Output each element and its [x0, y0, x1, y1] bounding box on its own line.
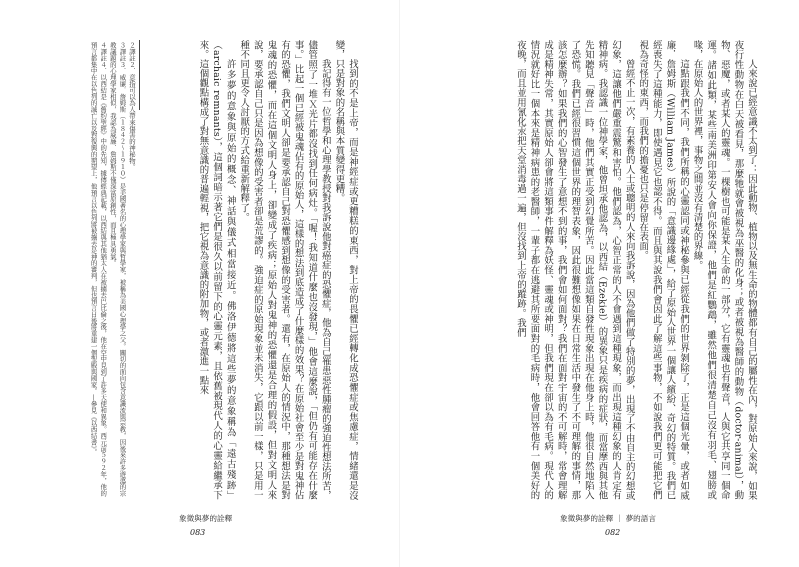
body-paragraph: 找到的不是上帝，而是神經症或更糟糕的東西，對上帝的畏懼已經轉化成恐懼症或焦慮症，情緒還是沒變，只是對象的名稱與本質變得更糟。	[333, 40, 358, 500]
footnote: ３譯註３．威廉．詹姆斯（１８４２～１９１０）是美國著名的心理學家與哲學家，被稱為美國心理學之父。關切的面向包含意識流與宗教，因後來許多遊蕩的宗教議題的心理學家相似，我認為威廉．詹姆斯不僅深富原創性，而且極具勇氣。	[108, 42, 127, 497]
left-page-body	[146, 40, 359, 500]
body-paragraph: 許多夢的意象與原始的概念、神話與儀式相當接近。佛洛伊德將這些夢的意象稱為「遠古殘跡」（archaic remnants），這個詞暗示著它們是很久以前留下的心靈元素，且依舊被現代人的心靈給繼承下來。這個觀點構成了對無意識的普遍輕視，把它視為意識的附加物，或者激進一點來	[197, 40, 236, 500]
body-paragraph: 我記得有一位哲學和心理學教授對我訴說他對癌症的恐懼症，他為自己罹患惡性腫瘤的強迫性想法所苦，儘管照了一堆Ｘ光片都沒找到任何病灶。「喔！我知道什麼也沒發現，」他會這麼說，「但仍有可能存在什麼事。」比起一個已經被鬼魂佔有的原始人，這樣的想法到底造成了什麼樣的效果？在原始社會至少是對鬼神佔有的恐懼，我們文明人卻是要承認自己對恐懼感到想像的受害者。還有，在原始人的情況中，那種想法是對鬼魂的恐懼，而在這個文明人身上，卻變成了疾病；原始人對鬼神的恐懼還是合理的假設，但對文明人來說，要承認自己只是因為想像的受害者卻是荒謬的。強迫症的原始現象並未消失，它跟以前一樣，只是用一種不同且更令人討厭的方式給重新解釋了。	[238, 40, 331, 500]
page-number: 083	[190, 528, 206, 537]
page-number: 082	[605, 528, 621, 537]
running-footer-title: 象徵與夢的詮釋	[179, 514, 233, 523]
left-page	[0, 0, 399, 567]
footnote-rule	[139, 40, 140, 110]
footnote: ２譯註２．意指可以為人帶來傷害的神秘物。	[128, 42, 136, 170]
body-paragraph: 曾經不止一次，有素養的人士或聰明的人來向我訴說，因為他們做了特別的夢，出現了不由自主的幻想或幻象，這讓他們嚴重震驚和害怕。他們認為，心智正常的人不會遇到這種現象，而出現這種幻象的人肯定有精神病。我認識一位神學家，他曾坦承他認為，以西結（Ezekiel）的異象只是疾病的症狀，而當摩西與其他先知聽見「聲音」時，他們其實正受到幻覺所苦。因此當這類自發性現象出現在他身上時，他很自然地陷入了恐慌。我們已經很習慣這個世界的理智表象，因此很難想像如果在日常生活中發生了不可理解的事情，那該怎麼辦？如果我們的心智發生了意想不到的事，我們會如何面對？我們在面對宇宙的不可解時，常會理解成是精神失常，其實原始人卻會將這類事件解釋為妖怪、靈魂或神明，但我們現在卻以為有毛病。現代人的情況就好比一個本來是精神病患的老醫師，一輩子都在逃避其所要面對的毛病時，他會回答他有一個美好的夜晚，而且並用氰化汞把天堂消毒過一遍，但沒找到上帝的蹤跡。我們	[514, 40, 635, 500]
body-paragraph: 這點跟我們不同，我們所稱的心靈認同或神秘參與已經從我們的世界剝除了，正是這個光暈，或者如威廉．詹姆斯（William James）所說的「意識邊緣處」，給了原始人世界一個讓人繽紛、奇幻的特質。我們已經喪失了這種能力，即使遇見它也認不得。而且與其說我們會因此了解這些事物，不如說我們更可能把它們視為奇怪的東西，而我們的擔憂也只是停留在表面。	[637, 40, 690, 500]
body-paragraph: 人來說已經意識不太到了：因此動物、植物以及無生命的物體都有自己的屬性在內，對原始人來說，如果夜行性動物在白天被看見，那麼牠就會被視為巫醫的化身；或者被視為醫師的動物（doctor-animal），動物、惡魔，或者某人的靈魂。一棵樹也可能是某人生命的一部分，它有靈魂也有聲音，人與它共享同一個命運。諸如此類，某些南美洲印第安人會向你保證，他們是紅鸚鵡，雖然他們很清楚自己沒有羽毛、翅膀或喙，在原始人的世界裡，事物之間並沒有清楚的界線。	[691, 40, 757, 500]
left-page-footnotes	[58, 42, 136, 502]
footnote: ４譯註４．以西結是《舊約聖經》中的先知，據傳經典記載，以西結與其他猶太人在被擄去巴比倫之後，他在空中見到了許多天使和異象。西元前５９２年，他的預言都集中在以色列的滅亡以及對復興的期望上，他預言以色列將被擄去是神的審判，但也預言日後將重建一個聖殿與國家。—參見《以西結書》。	[89, 42, 108, 497]
right-page	[400, 0, 799, 567]
running-footer-title: 象徵與夢的詮釋 ｜ 夢的語言	[560, 514, 656, 523]
right-page-body	[448, 40, 758, 500]
